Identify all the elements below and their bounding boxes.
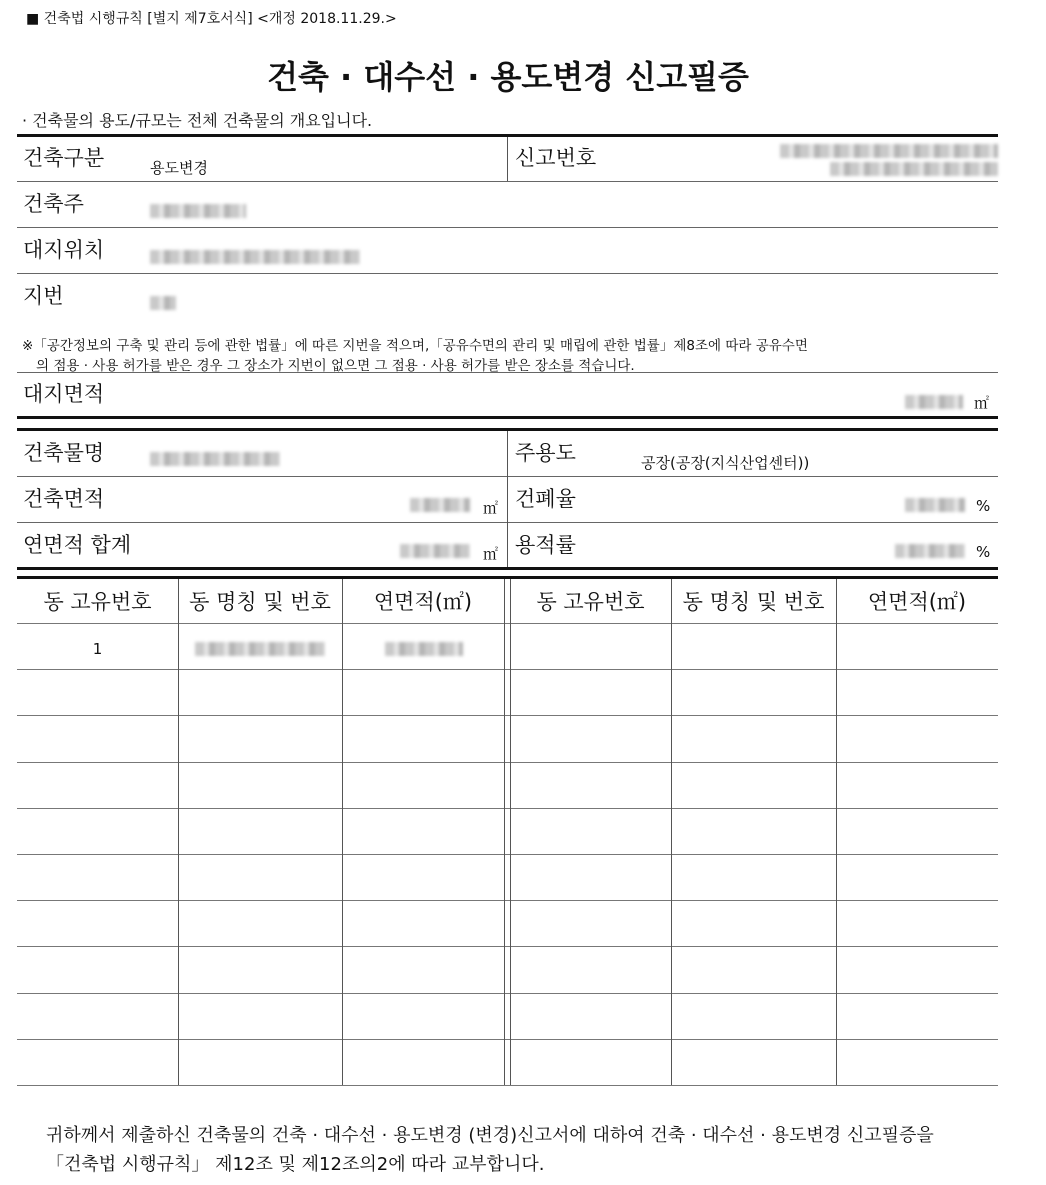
report-number-label: 신고번호 [515, 146, 597, 170]
permit-document: ■ 건축법 시행규칙 [별지 제7호서식] <개정 2018.11.29.> 건축 · 대수선 · 용도변경 신고필증 · 건축물의 용도/규모는 전체 건축물의 개요입니다. 건축구분 용도변경 신고번호 건축주 대지위치 지번 ※「공간정보의 구축 및 관리 등에 관한 법률」에 따른 지번을 적으며,「공유수면의 관리 및 매립에 관한 법률」제8조에 따라 공유수면 의 점용 · 사용 허가를 받은 경우 그 장소가 지번이 없으면 그 점용 · 사용 허가를 받은 장소를 적습니다. 대지면적 ㎡ 건축물명 주용도 공장(공장(지식산업센터)) 건축면적 ㎡ 건폐율 % 연면적 합계 ㎡ 용적률 % 동 고유번호 동 명칭 및 번호 연면적(㎡) 동 고유번호 동 명칭 및 번호 연면적(㎡) 1 귀하께서 제출하신 건축물의 건축 · 대수선 · 용도변경 (변경)신고서에 대하여 건축 · 대수선 · 용도변경 신고필증을 「건축법 시행규칙」 제12조 및 제12조의2에 따라 교부합니다. [0, 0, 1046, 1185]
row-divider [17, 900, 998, 901]
coverage-label: 건폐율 [515, 487, 576, 511]
owner-redacted [150, 204, 246, 218]
lot-label: 지번 [23, 284, 64, 308]
column-divider [671, 579, 672, 1085]
header-dong-name-2: 동 명칭 및 번호 [682, 590, 825, 614]
category-label: 건축구분 [23, 146, 105, 170]
lot-redacted [150, 296, 176, 310]
column-divider [510, 579, 511, 1085]
row-divider [17, 946, 998, 947]
header-dong-id-2: 동 고유번호 [536, 590, 645, 614]
location-label: 대지위치 [23, 238, 105, 262]
header-dong-name: 동 명칭 및 번호 [189, 590, 331, 614]
row-dong-id: 1 [92, 640, 103, 658]
column-divider [178, 579, 179, 1085]
report-number-redacted [780, 144, 998, 158]
row-divider [17, 623, 998, 624]
category-value: 용도변경 [150, 159, 208, 177]
main-use-label: 주용도 [515, 441, 576, 465]
column-divider [836, 579, 837, 1085]
site-area-label: 대지면적 [23, 382, 105, 406]
owner-label: 건축주 [23, 192, 84, 216]
floor-area-ratio-label: 용적률 [515, 533, 576, 557]
row-divider [17, 715, 998, 716]
row-divider [17, 808, 998, 809]
header-dong-id: 동 고유번호 [43, 590, 152, 614]
row-divider [17, 1039, 998, 1040]
lot-note: ※「공간정보의 구축 및 관리 등에 관한 법률」에 따른 지번을 적으며,「공유수면의 관리 및 매립에 관한 법률」제8조에 따라 공유수면 [22, 338, 808, 354]
row-divider [17, 993, 998, 994]
row-divider [17, 854, 998, 855]
column-divider [504, 579, 505, 1085]
row-divider [17, 1085, 998, 1086]
column-divider [342, 579, 343, 1085]
header-floor-area: 연면적(㎡) [373, 590, 473, 614]
site-area-redacted [905, 395, 963, 409]
row-divider [17, 669, 998, 670]
overview-note: · 건축물의 용도/규모는 전체 건축물의 개요입니다. [22, 111, 373, 130]
building-area-label: 건축면적 [23, 487, 105, 511]
page-title: 건축 · 대수선 · 용도변경 신고필증 [267, 58, 749, 96]
header-floor-area-2: 연면적(㎡) [867, 590, 967, 614]
main-use-value: 공장(공장(지식산업센터)) [641, 454, 810, 472]
building-name-redacted [150, 452, 280, 466]
row-divider [17, 762, 998, 763]
footer-line-1: 귀하께서 제출하신 건축물의 건축 · 대수선 · 용도변경 (변경)신고서에 대하여 건축 · 대수선 · 용도변경 신고필증을 [46, 1125, 934, 1146]
building-name-label: 건축물명 [23, 441, 105, 465]
location-redacted [150, 250, 360, 264]
total-floor-area-label: 연면적 합계 [23, 533, 132, 557]
form-reference: ■ 건축법 시행규칙 [별지 제7호서식] <개정 2018.11.29.> [26, 11, 397, 27]
footer-line-2: 「건축법 시행규칙」 제12조 및 제12조의2에 따라 교부합니다. [46, 1154, 545, 1175]
